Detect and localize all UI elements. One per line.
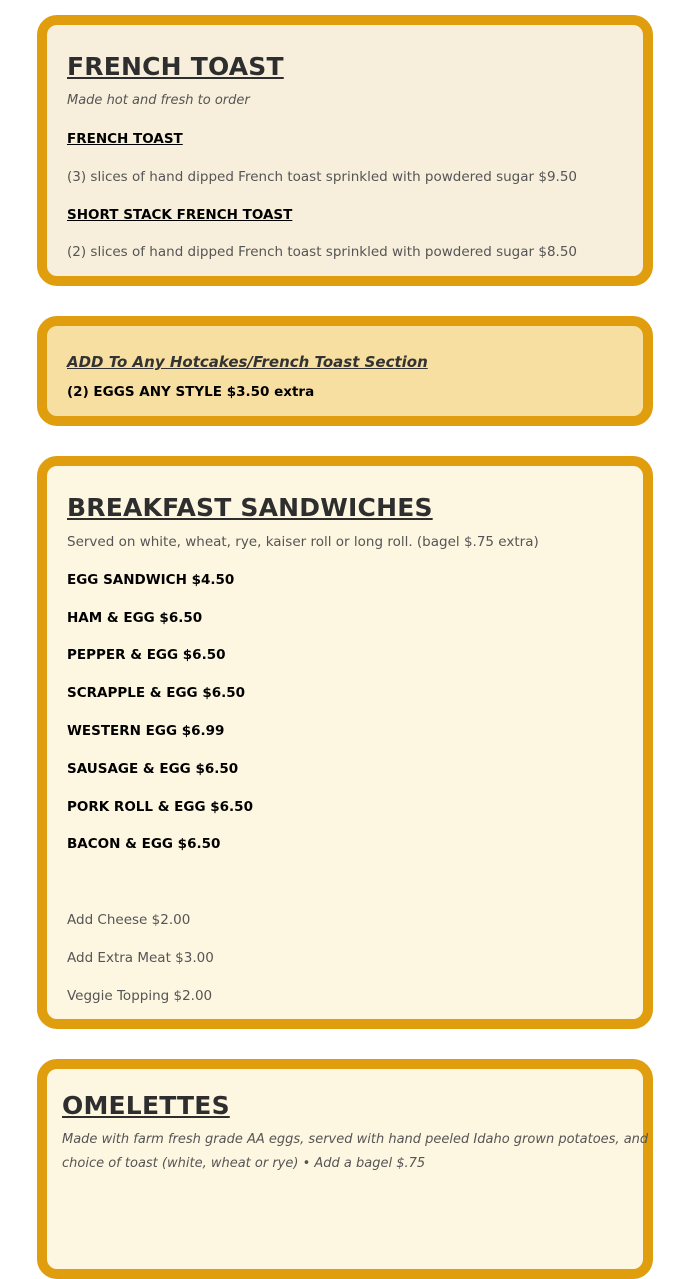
extra-option: Veggie Topping $2.00: [67, 988, 213, 1004]
section-title: BREAKFAST SANDWICHES: [67, 493, 433, 522]
menu-item-description: (3) slices of hand dipped French toast sprinkled with powdered sugar $9.50: [67, 169, 578, 185]
menu-item: PEPPER & EGG $6.50: [67, 647, 226, 663]
section-subtitle: Served on white, wheat, rye, kaiser roll or long roll. (bagel $.75 extra): [67, 534, 539, 550]
breakfast-sandwiches-section: [37, 456, 653, 1029]
menu-item: SCRAPPLE & EGG $6.50: [67, 685, 246, 701]
menu-item: PORK ROLL & EGG $6.50: [67, 799, 253, 815]
omelettes-section: [37, 1059, 653, 1279]
menu-item-description: (2) slices of hand dipped French toast sprinkled with powdered sugar $8.50: [67, 244, 578, 260]
menu-item: EGG SANDWICH $4.50: [67, 572, 235, 588]
menu-item: SAUSAGE & EGG $6.50: [67, 761, 239, 777]
menu-item-name: SHORT STACK FRENCH TOAST: [67, 207, 293, 223]
section-title: OMELETTES: [62, 1091, 230, 1120]
addon-section: [37, 316, 653, 426]
addon-heading: ADD To Any Hotcakes/French Toast Section: [67, 353, 428, 371]
menu-item: WESTERN EGG $6.99: [67, 723, 225, 739]
section-subtitle: Made hot and fresh to order: [67, 93, 250, 108]
section-subtitle-line2: choice of toast (white, wheat or rye) • Add a bagel $.75: [62, 1156, 426, 1171]
section-title: FRENCH TOAST: [67, 52, 284, 81]
menu-item: BACON & EGG $6.50: [67, 836, 221, 852]
french-toast-section: [37, 15, 653, 286]
menu-item-name: FRENCH TOAST: [67, 131, 183, 147]
extra-option: Add Extra Meat $3.00: [67, 950, 214, 966]
extra-option: Add Cheese $2.00: [67, 912, 191, 928]
section-subtitle-line1: Made with farm fresh grade AA eggs, served with hand peeled Idaho grown potatoes, and: [62, 1132, 649, 1147]
menu-item: HAM & EGG $6.50: [67, 610, 203, 626]
addon-text: (2) EGGS ANY STYLE $3.50 extra: [67, 384, 315, 400]
